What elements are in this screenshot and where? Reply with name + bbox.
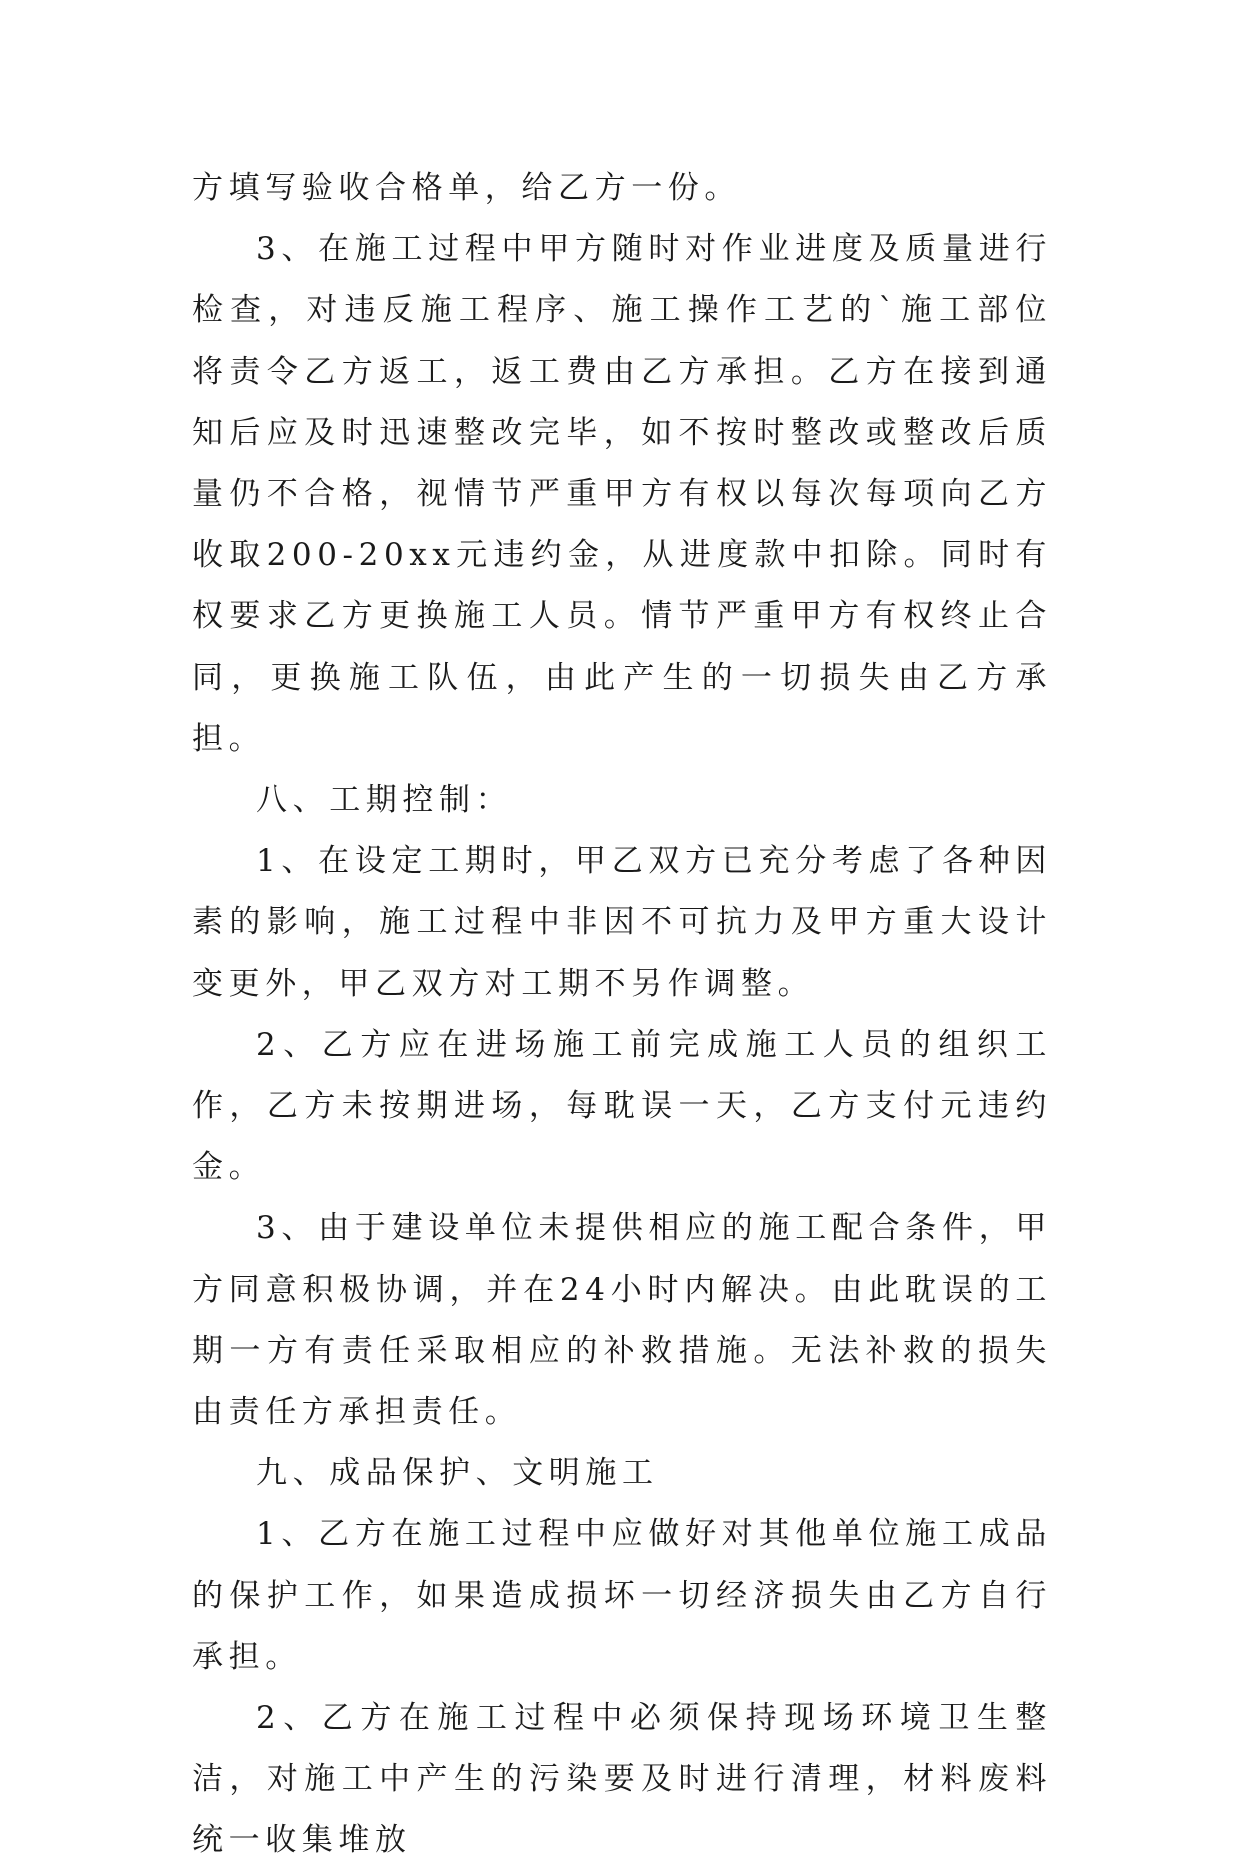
paragraph-clause-3-schedule: 3、由于建设单位未提供相应的施工配合条件，甲方同意积极协调，并在24小时内解决。由此耽误的工期一方有责任采取相应的补救措施。无法补救的损失由责任方承担责任。: [192, 1210, 1052, 1431]
paragraph-clause-1-schedule: 1、在设定工期时，甲乙双方已充分考虑了各种因素的影响，施工过程中非因不可抗力及甲方重大设计变更外，甲乙双方对工期不另作调整。: [192, 843, 1052, 1002]
section-heading-protection: 九、成品保护、文明施工: [256, 1455, 659, 1492]
section-heading-schedule-control: 八、工期控制：: [256, 782, 513, 819]
paragraph-clause-1-protection: 1、乙方在施工过程中应做好对其他单位施工成品的保护工作，如果造成损坏一切经济损失由乙方自行承担。: [192, 1516, 1052, 1675]
paragraph-clause-2-schedule: 2、乙方应在进场施工前完成施工人员的组织工作，乙方未按期进场，每耽误一天，乙方支付元违约金。: [192, 1026, 1052, 1186]
paragraph-clause-2-protection: 2、乙方在施工过程中必须保持现场环境卫生整洁，对施工中产生的污染要及时进行清理，材料废料统一收集堆放: [192, 1700, 1052, 1859]
paragraph-clause-3-inspection: 3、在施工过程中甲方随时对作业进度及质量进行检查，对违反施工程序、施工操作工艺的`施工部位将责令乙方返工，返工费由乙方承担。乙方在接到通知后应及时迅速整改完毕，如不按时整改或整改后质量仍不合格，视情节严重甲方有权以每次每项向乙方收取200-20xx元违约金，从进度款中扣除。同时有权要求乙方更换施工人员。情节严重甲方有权终止合同，更换施工队伍，由此产生的一切损失由乙方承担。: [192, 231, 1052, 757]
document-body: [192, 158, 1052, 1872]
paragraph-continued: 方填写验收合格单，给乙方一份。: [192, 170, 741, 206]
